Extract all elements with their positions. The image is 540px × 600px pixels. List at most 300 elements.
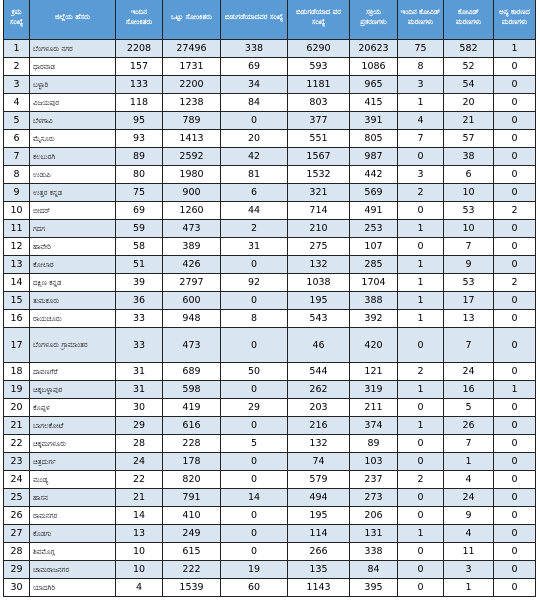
other-deaths-cell: 0 [494,579,536,597]
total-discharged-cell: 74 [288,453,350,471]
today-cases-cell: 69 [116,202,163,220]
district-name-cell: ಕೊಪ್ಪಳ [30,399,116,417]
district-covid-table-page [3,0,535,597]
today-deaths-cell: 0 [398,561,444,579]
active-cases-cell: 391 [350,112,398,130]
active-cases-cell: 285 [350,256,398,274]
serial-number-cell: 14 [4,274,30,292]
district-name-cell: ದಕ್ಷಿಣ ಕನ್ನಡ [30,274,116,292]
total-deaths-cell: 7 [444,238,494,256]
district-name-cell: ಗದಗ [30,220,116,238]
total-discharged-cell: 262 [288,381,350,399]
total-deaths-cell: 38 [444,148,494,166]
other-deaths-cell: 0 [494,148,536,166]
today-deaths-cell: 0 [398,435,444,453]
total-cases-cell: 419 [163,399,221,417]
active-cases-cell: 388 [350,292,398,310]
table-row [4,112,536,130]
active-cases-cell: 121 [350,363,398,381]
today-discharged-cell: 19 [221,561,288,579]
total-discharged-cell: 216 [288,417,350,435]
today-cases-cell: 75 [116,184,163,202]
total-cases-cell: 600 [163,292,221,310]
total-discharged-cell: 1181 [288,76,350,94]
today-deaths-cell: 0 [398,579,444,597]
total-deaths-cell: 10 [444,184,494,202]
total-deaths-cell: 24 [444,489,494,507]
active-cases-cell: 420 [350,328,398,363]
other-deaths-cell: 0 [494,76,536,94]
today-discharged-cell: 8 [221,310,288,328]
active-cases-cell: 1086 [350,58,398,76]
district-name-cell: ಬೆಂಗಳೂರು ಗ್ರಾಮಾಂತರ [30,328,116,363]
serial-number-cell: 1 [4,40,30,58]
total-deaths-cell: 11 [444,543,494,561]
other-deaths-cell: 0 [494,489,536,507]
today-deaths-cell: 0 [398,489,444,507]
today-deaths-cell: 1 [398,220,444,238]
total-deaths-cell: 26 [444,417,494,435]
column-header: ಜಿಲ್ಲೆಯ ಹೆಸರು [30,0,116,40]
district-name-cell: ಬೀದರ್ [30,202,116,220]
active-cases-cell: 415 [350,94,398,112]
total-deaths-cell: 5 [444,399,494,417]
total-cases-cell: 389 [163,238,221,256]
serial-number-cell: 27 [4,525,30,543]
district-name-cell: ಚಿಕ್ಕಮಗಳೂರು [30,435,116,453]
total-cases-cell: 689 [163,363,221,381]
district-name-cell: ರಾಯಚೂರು [30,310,116,328]
today-cases-cell: 89 [116,148,163,166]
total-cases-cell: 1539 [163,579,221,597]
today-discharged-cell: 0 [221,112,288,130]
today-deaths-cell: 0 [398,148,444,166]
today-deaths-cell: 2 [398,363,444,381]
district-name-cell: ಧಾರವಾಡ [30,58,116,76]
district-name-cell: ಹಾವೇರಿ [30,238,116,256]
today-cases-cell: 4 [116,579,163,597]
today-cases-cell: 10 [116,543,163,561]
other-deaths-cell: 0 [494,238,536,256]
total-cases-cell: 1731 [163,58,221,76]
other-deaths-cell: 2 [494,202,536,220]
today-deaths-cell: 1 [398,292,444,310]
today-discharged-cell: 69 [221,58,288,76]
other-deaths-cell: 0 [494,543,536,561]
today-cases-cell: 33 [116,310,163,328]
total-deaths-cell: 9 [444,507,494,525]
today-discharged-cell: 42 [221,148,288,166]
serial-number-cell: 17 [4,328,30,363]
total-cases-cell: 249 [163,525,221,543]
total-deaths-cell: 4 [444,471,494,489]
total-deaths-cell: 7 [444,435,494,453]
active-cases-cell: 374 [350,417,398,435]
today-deaths-cell: 1 [398,94,444,112]
today-discharged-cell: 14 [221,489,288,507]
total-cases-cell: 473 [163,328,221,363]
total-cases-cell: 948 [163,310,221,328]
today-cases-cell: 51 [116,256,163,274]
district-name-cell: ಬಳ್ಳಾರಿ [30,76,116,94]
other-deaths-cell: 0 [494,435,536,453]
today-deaths-cell: 1 [398,274,444,292]
total-deaths-cell: 7 [444,328,494,363]
table-row [4,202,536,220]
column-header: ಕೋವಿಡ್ ಮರಣಗಳು [444,0,494,40]
total-deaths-cell: 4 [444,525,494,543]
active-cases-cell: 253 [350,220,398,238]
today-discharged-cell: 34 [221,76,288,94]
total-deaths-cell: 24 [444,363,494,381]
serial-number-cell: 6 [4,130,30,148]
other-deaths-cell: 0 [494,399,536,417]
today-cases-cell: 10 [116,561,163,579]
today-discharged-cell: 60 [221,579,288,597]
table-row [4,363,536,381]
total-cases-cell: 1413 [163,130,221,148]
total-cases-cell: 2797 [163,274,221,292]
table-row [4,525,536,543]
active-cases-cell: 103 [350,453,398,471]
table-row [4,274,536,292]
serial-number-cell: 20 [4,399,30,417]
total-deaths-cell: 20 [444,94,494,112]
other-deaths-cell: 1 [494,381,536,399]
table-body [4,40,536,597]
other-deaths-cell: 0 [494,561,536,579]
today-cases-cell: 118 [116,94,163,112]
today-discharged-cell: 81 [221,166,288,184]
today-deaths-cell: 0 [398,453,444,471]
total-discharged-cell: 377 [288,112,350,130]
total-deaths-cell: 3 [444,561,494,579]
district-name-cell: ಉತ್ತರ ಕನ್ನಡ [30,184,116,202]
today-deaths-cell: 7 [398,130,444,148]
active-cases-cell: 237 [350,471,398,489]
total-deaths-cell: 54 [444,76,494,94]
other-deaths-cell: 0 [494,525,536,543]
total-deaths-cell: 6 [444,166,494,184]
column-header: ಇಂದಿನ ಸೋಂಕಿತರು [116,0,163,40]
table-row [4,76,536,94]
other-deaths-cell: 0 [494,94,536,112]
district-name-cell: ಬೆಂಗಳೂರು ನಗರ [30,40,116,58]
serial-number-cell: 29 [4,561,30,579]
table-row [4,543,536,561]
total-deaths-cell: 53 [444,202,494,220]
column-header: ಇಂದಿನ ಕೋವಿಡ್ ಮರಣಗಳು [398,0,444,40]
today-deaths-cell: 1 [398,310,444,328]
other-deaths-cell: 2 [494,274,536,292]
table-header [4,0,536,40]
total-discharged-cell: 803 [288,94,350,112]
serial-number-cell: 19 [4,381,30,399]
total-discharged-cell: 1038 [288,274,350,292]
total-cases-cell: 820 [163,471,221,489]
total-cases-cell: 1980 [163,166,221,184]
active-cases-cell: 805 [350,130,398,148]
active-cases-cell: 569 [350,184,398,202]
table-row [4,435,536,453]
other-deaths-cell: 0 [494,328,536,363]
district-name-cell: ಕೊಡಗು [30,525,116,543]
active-cases-cell: 392 [350,310,398,328]
total-cases-cell: 2592 [163,148,221,166]
serial-number-cell: 3 [4,76,30,94]
today-deaths-cell: 3 [398,166,444,184]
total-discharged-cell: 203 [288,399,350,417]
table-row [4,184,536,202]
total-cases-cell: 178 [163,453,221,471]
today-discharged-cell: 92 [221,274,288,292]
table-row [4,453,536,471]
total-cases-cell: 1238 [163,94,221,112]
total-cases-cell: 616 [163,417,221,435]
total-discharged-cell: 132 [288,435,350,453]
today-discharged-cell: 44 [221,202,288,220]
serial-number-cell: 18 [4,363,30,381]
today-cases-cell: 24 [116,453,163,471]
total-discharged-cell: 275 [288,238,350,256]
total-discharged-cell: 195 [288,292,350,310]
district-name-cell: ಮಂಡ್ಯ [30,471,116,489]
today-cases-cell: 59 [116,220,163,238]
serial-number-cell: 2 [4,58,30,76]
district-name-cell: ಚಿತ್ರದುರ್ಗ [30,453,116,471]
district-name-cell: ಚಿಕ್ಕಬಳ್ಳಾಪುರ [30,381,116,399]
today-cases-cell: 28 [116,435,163,453]
table-row [4,561,536,579]
district-name-cell: ತುಮಕೂರು [30,292,116,310]
total-deaths-cell: 16 [444,381,494,399]
district-name-cell: ಬಾಗಲಕೋಟೆ [30,417,116,435]
total-discharged-cell: 543 [288,310,350,328]
today-cases-cell: 95 [116,112,163,130]
other-deaths-cell: 0 [494,58,536,76]
table-row [4,579,536,597]
column-header: ಅನ್ಯ ಕಾರಣದ ಮರಣಗಳು [494,0,536,40]
active-cases-cell: 107 [350,238,398,256]
total-discharged-cell: 6290 [288,40,350,58]
district-name-cell: ಯಾದಗಿರಿ [30,579,116,597]
table-row [4,399,536,417]
active-cases-cell: 89 [350,435,398,453]
table-row [4,381,536,399]
today-discharged-cell: 0 [221,292,288,310]
today-cases-cell: 58 [116,238,163,256]
other-deaths-cell: 1 [494,40,536,58]
table-row [4,130,536,148]
today-deaths-cell: 2 [398,471,444,489]
active-cases-cell: 20623 [350,40,398,58]
total-deaths-cell: 582 [444,40,494,58]
active-cases-cell: 965 [350,76,398,94]
district-name-cell: ದಾವಣಗೆರೆ [30,363,116,381]
today-discharged-cell: 5 [221,435,288,453]
today-cases-cell: 31 [116,363,163,381]
active-cases-cell: 442 [350,166,398,184]
district-name-cell: ರಾಮನಗರ [30,507,116,525]
serial-number-cell: 25 [4,489,30,507]
column-header: ಬಿಡುಗಡೆಯಾದ ವರ ಸಂಖ್ಯೆ [288,0,350,40]
total-deaths-cell: 52 [444,58,494,76]
table-row [4,507,536,525]
today-deaths-cell: 1 [398,381,444,399]
today-discharged-cell: 2 [221,220,288,238]
total-deaths-cell: 57 [444,130,494,148]
total-discharged-cell: 593 [288,58,350,76]
total-cases-cell: 27496 [163,40,221,58]
today-cases-cell: 93 [116,130,163,148]
total-cases-cell: 791 [163,489,221,507]
table-row [4,417,536,435]
other-deaths-cell: 0 [494,112,536,130]
active-cases-cell: 338 [350,543,398,561]
total-cases-cell: 900 [163,184,221,202]
serial-number-cell: 26 [4,507,30,525]
today-discharged-cell: 0 [221,507,288,525]
active-cases-cell: 987 [350,148,398,166]
district-name-cell: ವಿಜಯಪುರ [30,94,116,112]
table-row [4,40,536,58]
serial-number-cell: 30 [4,579,30,597]
total-deaths-cell: 10 [444,220,494,238]
today-cases-cell: 14 [116,507,163,525]
serial-number-cell: 9 [4,184,30,202]
today-cases-cell: 133 [116,76,163,94]
today-discharged-cell: 0 [221,453,288,471]
district-name-cell: ಚಾಮರಾಜನಗರ [30,561,116,579]
today-cases-cell: 33 [116,328,163,363]
today-discharged-cell: 0 [221,256,288,274]
total-cases-cell: 598 [163,381,221,399]
table-row [4,256,536,274]
today-deaths-cell: 0 [398,238,444,256]
total-deaths-cell: 13 [444,310,494,328]
today-discharged-cell: 0 [221,328,288,363]
today-deaths-cell: 1 [398,525,444,543]
other-deaths-cell: 0 [494,453,536,471]
serial-number-cell: 5 [4,112,30,130]
serial-number-cell: 28 [4,543,30,561]
active-cases-cell: 319 [350,381,398,399]
district-covid-table [3,0,536,597]
active-cases-cell: 84 [350,561,398,579]
active-cases-cell: 395 [350,579,398,597]
serial-number-cell: 13 [4,256,30,274]
today-discharged-cell: 0 [221,543,288,561]
column-header: ಸಕ್ರಿಯ ಪ್ರಕರಣಗಳು [350,0,398,40]
today-discharged-cell: 29 [221,399,288,417]
today-deaths-cell: 0 [398,543,444,561]
today-discharged-cell: 0 [221,381,288,399]
active-cases-cell: 491 [350,202,398,220]
total-discharged-cell: 210 [288,220,350,238]
serial-number-cell: 24 [4,471,30,489]
active-cases-cell: 273 [350,489,398,507]
table-row [4,220,536,238]
today-discharged-cell: 0 [221,471,288,489]
other-deaths-cell: 0 [494,471,536,489]
column-header: ಒಟ್ಟು ಸೋಂಕಿತರು [163,0,221,40]
serial-number-cell: 21 [4,417,30,435]
other-deaths-cell: 0 [494,310,536,328]
total-cases-cell: 426 [163,256,221,274]
total-discharged-cell: 494 [288,489,350,507]
serial-number-cell: 16 [4,310,30,328]
table-row [4,238,536,256]
table-row [4,310,536,328]
serial-number-cell: 8 [4,166,30,184]
district-name-cell: ಶಿವಮೊಗ್ಗ [30,543,116,561]
table-row [4,489,536,507]
serial-number-cell: 4 [4,94,30,112]
total-deaths-cell: 53 [444,274,494,292]
total-cases-cell: 222 [163,561,221,579]
total-discharged-cell: 132 [288,256,350,274]
other-deaths-cell: 0 [494,130,536,148]
table-row [4,166,536,184]
serial-number-cell: 23 [4,453,30,471]
today-cases-cell: 36 [116,292,163,310]
today-deaths-cell: 0 [398,202,444,220]
today-cases-cell: 21 [116,489,163,507]
today-cases-cell: 157 [116,58,163,76]
total-discharged-cell: 579 [288,471,350,489]
district-name-cell: ಉಡುಪಿ [30,166,116,184]
district-name-cell: ಕಲಬುರಗಿ [30,148,116,166]
today-deaths-cell: 1 [398,417,444,435]
total-deaths-cell: 17 [444,292,494,310]
column-header: ಕ್ರಮ ಸಂಖ್ಯೆ [4,0,30,40]
active-cases-cell: 211 [350,399,398,417]
today-cases-cell: 29 [116,417,163,435]
other-deaths-cell: 0 [494,166,536,184]
total-discharged-cell: 114 [288,525,350,543]
total-discharged-cell: 195 [288,507,350,525]
total-discharged-cell: 551 [288,130,350,148]
district-name-cell: ಮೈಸೂರು [30,130,116,148]
header-row [4,0,536,40]
today-deaths-cell: 2 [398,184,444,202]
other-deaths-cell: 0 [494,507,536,525]
today-discharged-cell: 31 [221,238,288,256]
table-row [4,292,536,310]
today-discharged-cell: 0 [221,525,288,543]
total-deaths-cell: 1 [444,453,494,471]
total-discharged-cell: 266 [288,543,350,561]
today-deaths-cell: 4 [398,112,444,130]
today-cases-cell: 13 [116,525,163,543]
district-name-cell: ಹಾಸನ [30,489,116,507]
total-deaths-cell: 9 [444,256,494,274]
total-cases-cell: 410 [163,507,221,525]
today-cases-cell: 80 [116,166,163,184]
serial-number-cell: 22 [4,435,30,453]
today-cases-cell: 31 [116,381,163,399]
today-discharged-cell: 84 [221,94,288,112]
table-row [4,471,536,489]
other-deaths-cell: 0 [494,220,536,238]
total-cases-cell: 789 [163,112,221,130]
serial-number-cell: 15 [4,292,30,310]
serial-number-cell: 11 [4,220,30,238]
table-row [4,58,536,76]
total-discharged-cell: 1567 [288,148,350,166]
total-discharged-cell: 135 [288,561,350,579]
table-row [4,328,536,363]
